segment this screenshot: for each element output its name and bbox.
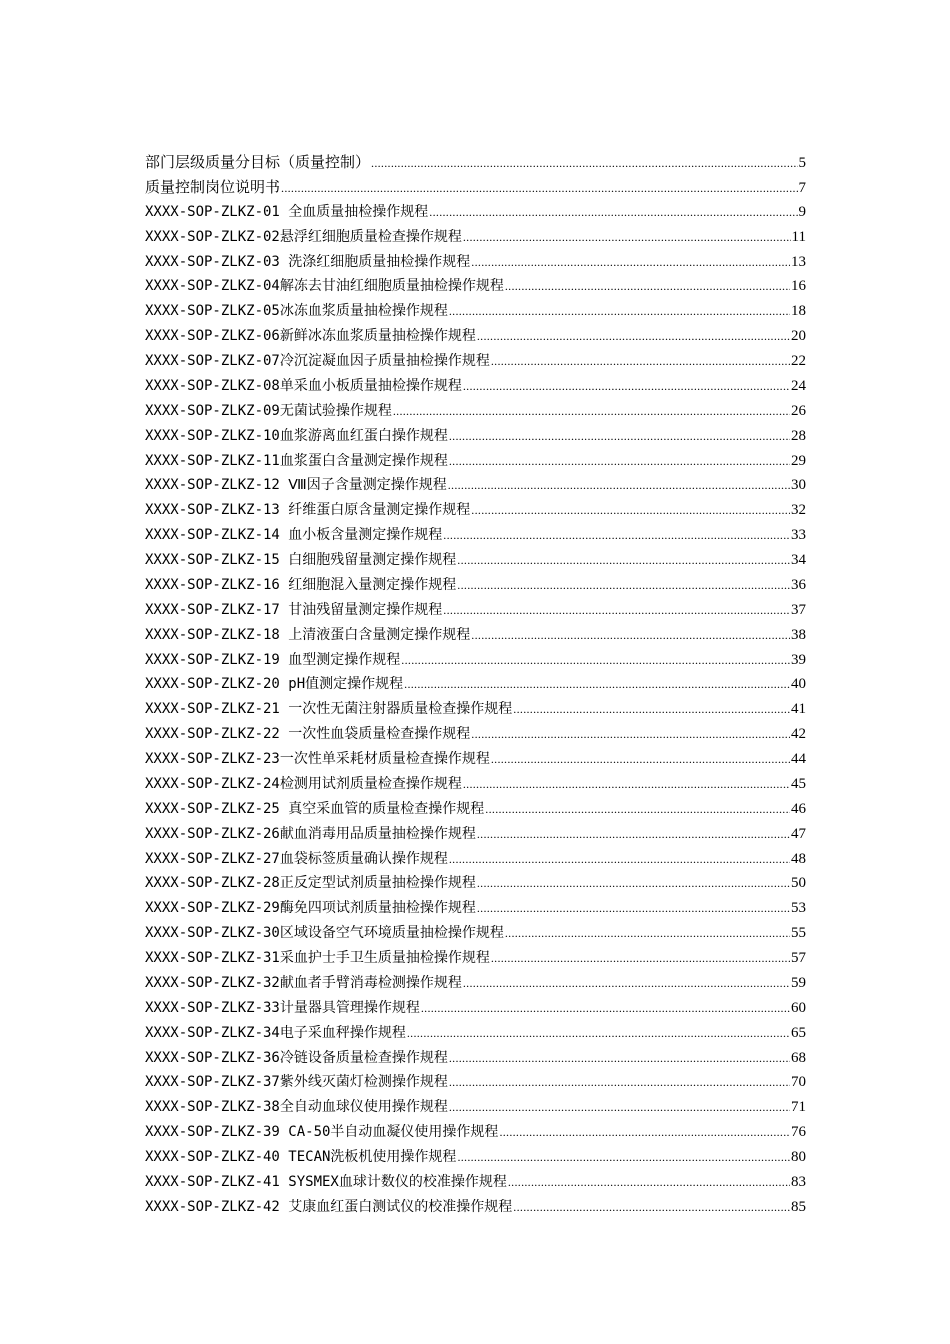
toc-entry[interactable] — [145, 374, 806, 399]
toc-entry-page-number: 13 — [791, 253, 806, 270]
toc-dot-leader — [463, 772, 790, 797]
toc-entry-page-number: 42 — [791, 726, 806, 743]
toc-dot-leader — [463, 225, 791, 250]
toc-entry-page-number: 40 — [791, 676, 806, 693]
toc-entry-title: XXXX-SOP-ZLKZ-41 SYSMEX血球计数仪的校准操作规程 — [145, 1173, 507, 1190]
toc-entry[interactable] — [145, 150, 806, 175]
toc-entry[interactable] — [145, 299, 806, 324]
toc-entry-title: 质量控制岗位说明书 — [145, 177, 281, 196]
toc-entry-title: XXXX-SOP-ZLKZ-42 艾康血红蛋白测试仪的校准操作规程 — [145, 1198, 513, 1215]
toc-dot-leader — [505, 274, 790, 299]
table-of-contents — [145, 150, 806, 1220]
toc-dot-leader — [401, 648, 790, 673]
toc-dot-leader — [477, 822, 790, 847]
toc-entry-title: XXXX-SOP-ZLKZ-09无菌试验操作规程 — [145, 402, 392, 419]
toc-entry-page-number: 47 — [791, 825, 806, 842]
toc-entry[interactable] — [145, 747, 806, 772]
toc-entry-page-number: 34 — [791, 552, 806, 568]
toc-entry[interactable] — [145, 623, 806, 648]
toc-dot-leader — [449, 449, 790, 474]
toc-entry-title: XXXX-SOP-ZLKZ-23一次性单采耗材质量检查操作规程 — [145, 751, 490, 767]
toc-entry[interactable] — [145, 921, 806, 946]
toc-entry[interactable] — [145, 473, 806, 498]
toc-entry-title: XXXX-SOP-ZLKZ-16 红细胞混入量测定操作规程 — [145, 576, 457, 593]
toc-dot-leader — [491, 349, 790, 374]
toc-dot-leader — [371, 151, 797, 176]
toc-dot-leader — [449, 847, 790, 872]
toc-entry[interactable] — [145, 847, 806, 872]
toc-dot-leader — [471, 498, 790, 523]
toc-entry-page-number: 65 — [791, 1024, 806, 1041]
toc-dot-leader — [477, 896, 790, 921]
toc-entry-title: XXXX-SOP-ZLKZ-12 Ⅷ因子含量测定操作规程 — [145, 477, 447, 494]
toc-dot-leader — [421, 996, 790, 1021]
toc-dot-leader — [449, 299, 790, 324]
toc-entry-title: XXXX-SOP-ZLKZ-13 纤维蛋白原含量测定操作规程 — [145, 502, 471, 519]
toc-entry-page-number: 46 — [791, 800, 806, 817]
toc-entry-page-number: 22 — [791, 353, 806, 369]
toc-entry[interactable] — [145, 598, 806, 623]
toc-entry-page-number: 37 — [791, 601, 806, 618]
toc-entry[interactable] — [145, 946, 806, 971]
toc-dot-leader — [471, 623, 790, 648]
toc-dot-leader — [457, 1145, 790, 1170]
toc-entry-page-number: 59 — [791, 974, 806, 991]
toc-dot-leader — [477, 324, 790, 349]
toc-entry-title: XXXX-SOP-ZLKZ-19 血型测定操作规程 — [145, 651, 401, 668]
toc-entry-page-number: 83 — [791, 1173, 806, 1190]
toc-entry-page-number: 76 — [791, 1124, 806, 1141]
toc-dot-leader — [513, 1195, 790, 1220]
toc-dot-leader — [443, 598, 790, 623]
toc-entry-page-number: 44 — [791, 751, 806, 767]
toc-entry-title: XXXX-SOP-ZLKZ-25 真空采血管的质量检查操作规程 — [145, 800, 485, 817]
toc-entry-title: XXXX-SOP-ZLKZ-21 一次性无菌注射器质量检查操作规程 — [145, 701, 513, 718]
toc-entry-page-number: 57 — [791, 950, 806, 966]
toc-entry[interactable] — [145, 971, 806, 996]
toc-entry-page-number: 50 — [791, 875, 806, 892]
toc-entry-page-number: 29 — [791, 452, 806, 469]
toc-entry-page-number: 16 — [791, 278, 806, 295]
toc-dot-leader — [449, 1070, 790, 1095]
toc-entry-page-number: 80 — [791, 1149, 806, 1165]
toc-dot-leader — [448, 473, 790, 498]
toc-entry-title: XXXX-SOP-ZLKZ-33计量器具管理操作规程 — [145, 999, 420, 1016]
toc-dot-leader — [449, 424, 790, 449]
toc-entry-title: XXXX-SOP-ZLKZ-26献血消毒用品质量抽检操作规程 — [145, 825, 476, 842]
toc-entry-title: XXXX-SOP-ZLKZ-31采血护士手卫生质量抽检操作规程 — [145, 950, 490, 966]
toc-entry-title: XXXX-SOP-ZLKZ-14 血小板含量测定操作规程 — [145, 527, 443, 544]
toc-dot-leader — [407, 1021, 790, 1046]
toc-entry-title: XXXX-SOP-ZLKZ-03 洗涤红细胞质量抽检操作规程 — [145, 253, 471, 270]
toc-entry[interactable] — [145, 274, 806, 299]
toc-entry-title: 部门层级质量分目标（质量控制） — [145, 153, 371, 171]
toc-dot-leader — [471, 722, 790, 747]
toc-entry-page-number: 39 — [791, 651, 806, 668]
toc-entry-title: XXXX-SOP-ZLKZ-01 全血质量抽检操作规程 — [145, 203, 429, 220]
toc-entry-page-number: 68 — [791, 1049, 806, 1066]
toc-entry-page-number: 70 — [791, 1074, 806, 1091]
toc-entry[interactable] — [145, 349, 806, 374]
toc-dot-leader — [491, 946, 790, 971]
toc-entry-page-number: 33 — [791, 527, 806, 544]
toc-dot-leader — [477, 871, 790, 896]
toc-dot-leader — [513, 697, 790, 722]
toc-entry-title: XXXX-SOP-ZLKZ-36冷链设备质量检查操作规程 — [145, 1049, 448, 1066]
toc-entry-title: XXXX-SOP-ZLKZ-02悬浮红细胞质量检查操作规程 — [145, 228, 462, 245]
toc-entry[interactable] — [145, 722, 806, 747]
toc-dot-leader — [404, 672, 790, 697]
toc-entry-title: XXXX-SOP-ZLKZ-24检测用试剂质量检查操作规程 — [145, 775, 462, 792]
toc-entry-page-number: 24 — [791, 377, 806, 394]
toc-entry-page-number: 60 — [791, 999, 806, 1016]
toc-dot-leader — [505, 921, 790, 946]
toc-entry[interactable] — [145, 822, 806, 847]
toc-dot-leader — [281, 176, 797, 201]
toc-entry-page-number: 41 — [791, 701, 806, 718]
toc-entry-title: XXXX-SOP-ZLKZ-32献血者手臂消毒检测操作规程 — [145, 974, 462, 991]
toc-entry[interactable] — [145, 548, 806, 573]
toc-entry[interactable] — [145, 1145, 806, 1170]
toc-entry[interactable] — [145, 498, 806, 523]
toc-entry[interactable] — [145, 399, 806, 424]
toc-entry-page-number: 11 — [791, 228, 806, 245]
toc-entry-page-number: 38 — [791, 626, 806, 643]
toc-dot-leader — [443, 523, 790, 548]
toc-entry-title: XXXX-SOP-ZLKZ-38全自动血球仪使用操作规程 — [145, 1099, 448, 1116]
toc-entry[interactable] — [145, 697, 806, 722]
toc-dot-leader — [485, 797, 790, 822]
toc-entry[interactable] — [145, 324, 806, 349]
toc-entry-page-number: 18 — [791, 303, 806, 320]
toc-entry-title: XXXX-SOP-ZLKZ-10血浆游离血红蛋白操作规程 — [145, 427, 448, 444]
toc-entry-page-number: 9 — [798, 203, 806, 220]
toc-entry[interactable] — [145, 1095, 806, 1120]
toc-entry-title: XXXX-SOP-ZLKZ-34电子采血秤操作规程 — [145, 1024, 406, 1041]
toc-entry[interactable] — [145, 1070, 806, 1095]
toc-entry[interactable] — [145, 573, 806, 598]
toc-entry[interactable] — [145, 772, 806, 797]
toc-entry-page-number: 48 — [791, 850, 806, 867]
toc-entry[interactable] — [145, 424, 806, 449]
toc-dot-leader — [499, 1120, 790, 1145]
toc-entry-title: XXXX-SOP-ZLKZ-30区域设备空气环境质量抽检操作规程 — [145, 925, 504, 942]
toc-dot-leader — [393, 399, 790, 424]
toc-entry[interactable] — [145, 523, 806, 548]
toc-dot-leader — [457, 548, 790, 573]
toc-entry[interactable] — [145, 1046, 806, 1071]
toc-entry[interactable] — [145, 648, 806, 673]
toc-entry-title: XXXX-SOP-ZLKZ-18 上清液蛋白含量测定操作规程 — [145, 626, 471, 643]
toc-entry-page-number: 7 — [798, 179, 806, 196]
toc-entry-page-number: 71 — [791, 1099, 806, 1116]
toc-entry-page-number: 36 — [791, 576, 806, 593]
toc-entry-title: XXXX-SOP-ZLKZ-22 一次性血袋质量检查操作规程 — [145, 726, 471, 743]
toc-entry[interactable] — [145, 225, 806, 250]
toc-entry-title: XXXX-SOP-ZLKZ-29酶免四项试剂质量抽检操作规程 — [145, 900, 476, 917]
toc-entry-page-number: 85 — [791, 1198, 806, 1215]
toc-entry-page-number: 30 — [791, 477, 806, 494]
toc-dot-leader — [491, 747, 790, 772]
toc-entry-page-number: 26 — [791, 402, 806, 419]
toc-entry-title: XXXX-SOP-ZLKZ-20 pH值测定操作规程 — [145, 676, 404, 693]
toc-entry-page-number: 53 — [791, 900, 806, 917]
toc-entry-title: XXXX-SOP-ZLKZ-07冷沉淀凝血因子质量抽检操作规程 — [145, 353, 490, 369]
toc-entry-page-number: 5 — [798, 155, 806, 171]
toc-entry-title: XXXX-SOP-ZLKZ-06新鲜冰冻血浆质量抽检操作规程 — [145, 328, 476, 345]
toc-entry[interactable] — [145, 449, 806, 474]
toc-dot-leader — [429, 200, 797, 225]
toc-dot-leader — [463, 971, 790, 996]
toc-entry-title: XXXX-SOP-ZLKZ-37紫外线灭菌灯检测操作规程 — [145, 1074, 448, 1091]
toc-entry[interactable] — [145, 200, 806, 225]
toc-entry-title: XXXX-SOP-ZLKZ-17 甘油残留量测定操作规程 — [145, 601, 443, 618]
toc-entry[interactable] — [145, 797, 806, 822]
toc-dot-leader — [463, 374, 790, 399]
toc-entry-page-number: 20 — [791, 328, 806, 345]
toc-entry-page-number: 32 — [791, 502, 806, 519]
toc-entry-title: XXXX-SOP-ZLKZ-39 CA-50半自动血凝仪使用操作规程 — [145, 1124, 499, 1141]
toc-dot-leader — [449, 1046, 790, 1071]
toc-entry-title: XXXX-SOP-ZLKZ-28正反定型试剂质量抽检操作规程 — [145, 875, 476, 892]
toc-dot-leader — [508, 1170, 790, 1195]
toc-entry[interactable] — [145, 871, 806, 896]
toc-entry[interactable] — [145, 1120, 806, 1145]
toc-entry-title: XXXX-SOP-ZLKZ-04解冻去甘油红细胞质量抽检操作规程 — [145, 278, 504, 295]
toc-entry[interactable] — [145, 250, 806, 275]
toc-entry-title: XXXX-SOP-ZLKZ-27血袋标签质量确认操作规程 — [145, 850, 448, 867]
toc-entry[interactable] — [145, 1195, 806, 1220]
toc-entry[interactable] — [145, 672, 806, 697]
toc-entry[interactable] — [145, 1021, 806, 1046]
toc-entry-page-number: 45 — [791, 775, 806, 792]
toc-entry[interactable] — [145, 896, 806, 921]
toc-entry-page-number: 55 — [791, 925, 806, 942]
toc-entry-title: XXXX-SOP-ZLKZ-15 白细胞残留量测定操作规程 — [145, 552, 457, 568]
toc-dot-leader — [457, 573, 790, 598]
toc-entry-title: XXXX-SOP-ZLKZ-05冰冻血浆质量抽检操作规程 — [145, 303, 448, 320]
toc-dot-leader — [471, 250, 790, 275]
toc-entry-title: XXXX-SOP-ZLKZ-08单采血小板质量抽检操作规程 — [145, 377, 462, 394]
toc-entry[interactable] — [145, 175, 806, 200]
toc-entry-title: XXXX-SOP-ZLKZ-40 TECAN洗板机使用操作规程 — [145, 1149, 457, 1165]
toc-entry[interactable] — [145, 996, 806, 1021]
toc-entry-title: XXXX-SOP-ZLKZ-11血浆蛋白含量测定操作规程 — [145, 452, 448, 469]
toc-entry[interactable] — [145, 1170, 806, 1195]
toc-dot-leader — [449, 1095, 790, 1120]
toc-entry-page-number: 28 — [791, 427, 806, 444]
